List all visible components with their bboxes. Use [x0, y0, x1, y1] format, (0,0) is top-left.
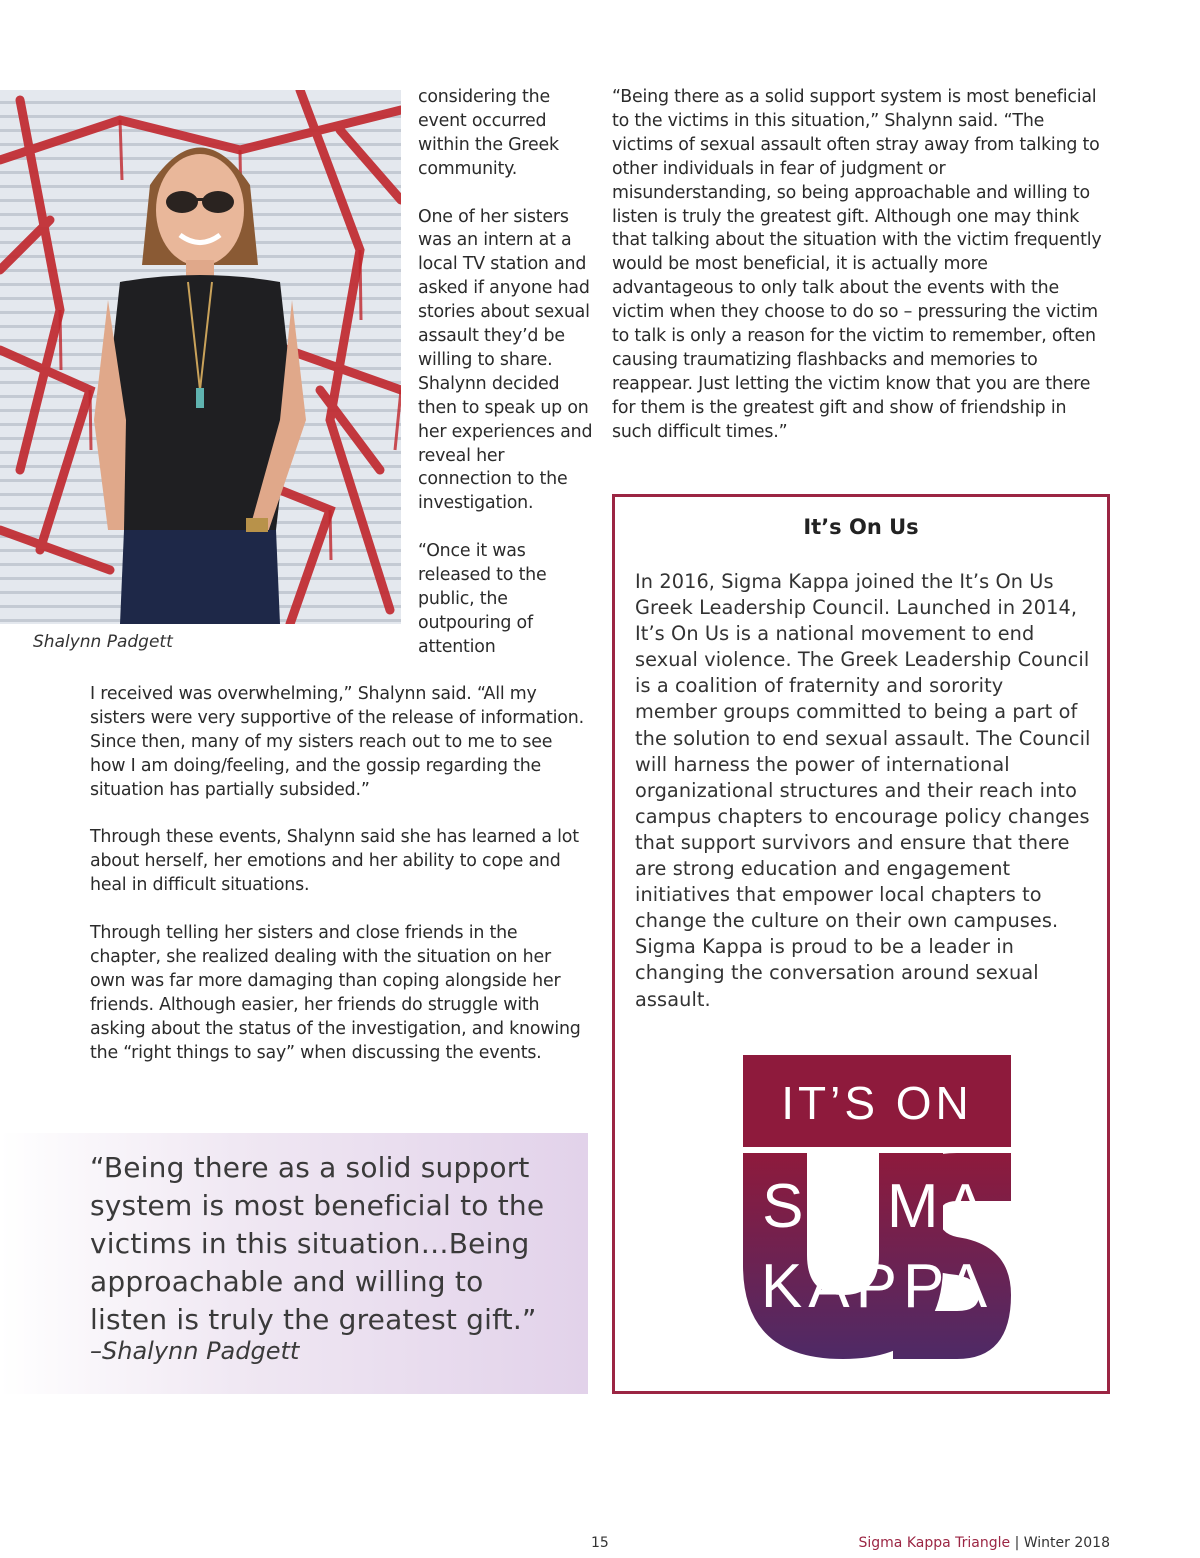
narrow-text-column — [418, 86, 593, 684]
right-text-column — [612, 86, 1107, 445]
footer-publication — [858, 1535, 1110, 1551]
logo-line-3: KAPPA — [760, 1252, 994, 1321]
sidebar-body: In 2016, Sigma Kappa joined the It’s On Us Greek Leadership Council. Launched in 2014, It’s On Us is a national movement to end sexual violence. The Greek Leadership Council is a coalition of fraternity and sorority member groups committed to being a part of the solution to end sexual assault. The Council will harness the power of international organizational structures and their reach into campus chapters to encourage policy changes that support survivors and ensure that there are strong education and engagement initiatives that empower local chapters to change the culture on their own campuses. Sigma Kappa is proud to be a leader in changing the conversation around sexual assault. — [635, 570, 1091, 1011]
page-number: 15 — [591, 1535, 609, 1551]
pull-quote-attribution: –Shalynn Padgett — [90, 1337, 300, 1365]
publication-name: Sigma Kappa Triangle — [858, 1535, 1011, 1551]
body-paragraph: considering the event occurred within the Greek community. — [418, 87, 559, 179]
body-paragraph: Through telling her sisters and close friends in the chapter, she realized dealing with the situation on her own was far more damaging than coping alongside her friends. Although easier, her friends do struggle with asking about the status of the investigation, and knowing the “right things to say” when discussing the events. — [90, 923, 581, 1063]
pull-quote-text: “Being there as a solid support system is most beneficial to the victims in this situation…Being approachable and willing to listen is truly the greatest gift.” — [90, 1151, 545, 1336]
body-paragraph: “Being there as a solid support system is most beneficial to the victims in this situation,” Shalynn said. “The victims of sexual assault often stray away from talking to other individuals in fear of judgment or misunderstanding, so being approachable and willing to listen is truly the greatest gift. Although one may think that talking about the situation with the victim frequently would be most beneficial, it is actually more advantageous to only talk about the events with the victim when they choose to do so – pressuring the victim to talk is only a reason for the victim to remember, often causing traumatizing flashbacks and memories to reappear. Just letting the victim know that you are there for them is the greatest gift and show of friendship in such difficult times.” — [612, 87, 1102, 442]
pull-quote — [0, 1133, 588, 1394]
logo-line-1: IT’S ON — [781, 1077, 973, 1129]
its-on-us-logo — [743, 1055, 1011, 1359]
body-paragraph: I received was overwhelming,” Shalynn said. “All my sisters were very supportive of the release of information. Since then, many of my sisters reach out to me to see how I am doing/feeling, and the gossip regarding the situation has partially subsided.” — [90, 684, 584, 800]
photo-caption: Shalynn Padgett — [33, 632, 173, 652]
body-paragraph: One of her sisters was an intern at a local TV station and asked if anyone had stories about sexual assault they’d be willing to share. Shalynn decided then to speak up on her experiences and reveal her connection to the investigation. — [418, 206, 593, 514]
portrait-photo — [0, 90, 401, 624]
sidebar-title: It’s On Us — [803, 515, 919, 539]
portrait-illustration — [0, 90, 401, 624]
its-on-us-sidebar — [612, 494, 1110, 1394]
logo-line-2: SIGMA — [762, 1172, 992, 1241]
footer-separator: | — [1014, 1535, 1020, 1551]
body-paragraph: Through these events, Shalynn said she has learned a lot about herself, her emotions and her ability to cope and heal in difficult situations. — [90, 827, 579, 896]
issue-date: Winter 2018 — [1023, 1535, 1110, 1551]
body-paragraph: “Once it was released to the public, the outpouring of attention — [418, 541, 547, 657]
left-text-column — [90, 683, 590, 1089]
